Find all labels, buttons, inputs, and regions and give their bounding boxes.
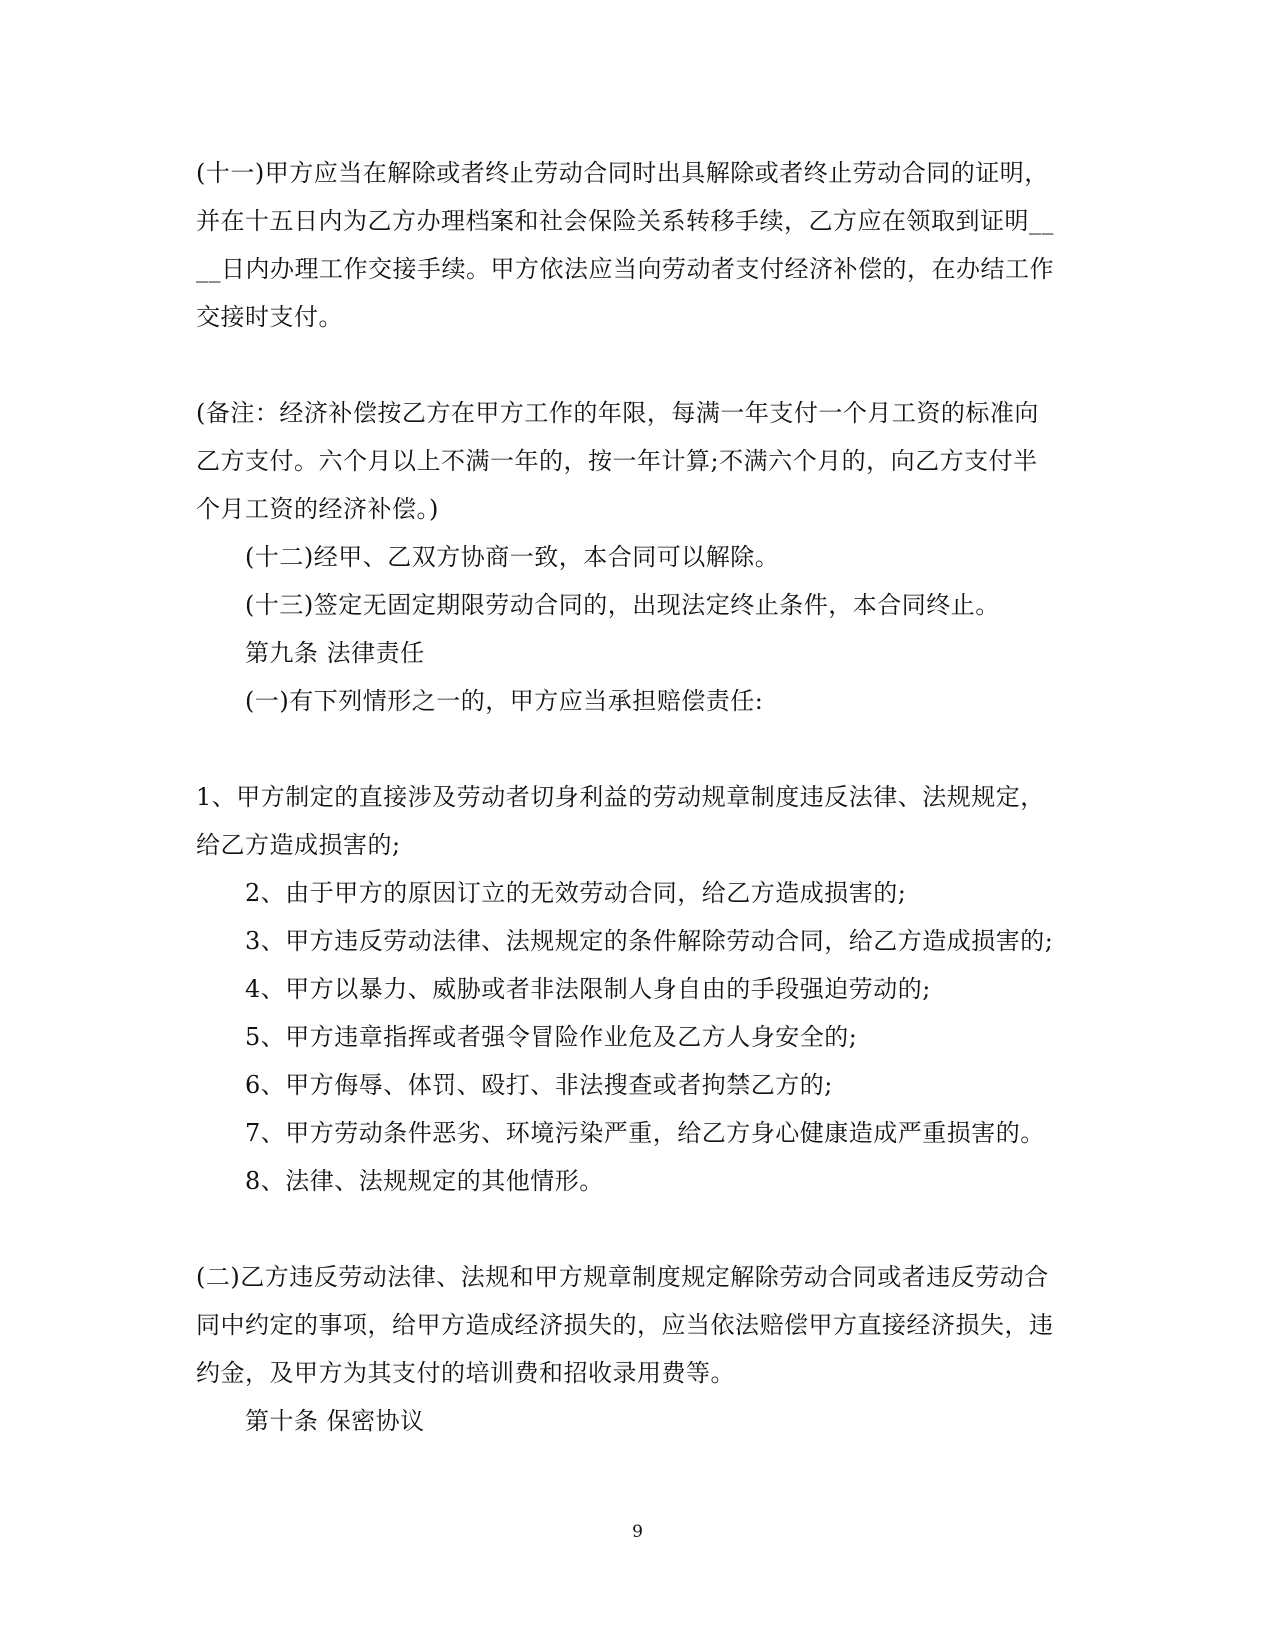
clause-line: (十二)经甲、乙双方协商一致，本合同可以解除。: [245, 543, 780, 571]
article-heading: 第九条 法律责任: [245, 639, 425, 667]
paragraph-line: 交接时支付。: [196, 303, 343, 331]
paragraph-line: (十一)甲方应当在解除或者终止劳动合同时出具解除或者终止劳动合同的证明，: [196, 159, 1049, 187]
list-item: 1、甲方制定的直接涉及劳动者切身利益的劳动规章制度违反法律、法规规定，: [196, 783, 1045, 811]
note-line: 个月工资的经济补偿。): [196, 495, 439, 523]
paragraph-line: 同中约定的事项，给甲方造成经济损失的，应当依法赔偿甲方直接经济损失，违: [196, 1311, 1054, 1339]
paragraph-line: 并在十五日内为乙方办理档案和社会保险关系转移手续，乙方应在领取到证明__: [196, 207, 1054, 235]
list-item-continuation: 给乙方造成损害的;: [196, 831, 401, 859]
paragraph-line: (二)乙方违反劳动法律、法规和甲方规章制度规定解除劳动合同或者违反劳动合: [196, 1263, 1049, 1291]
clause-line: (十三)签定无固定期限劳动合同的，出现法定终止条件，本合同终止。: [245, 591, 1000, 619]
page-number: 9: [632, 1522, 643, 1542]
list-item: 7、甲方劳动条件恶劣、环境污染严重，给乙方身心健康造成严重损害的。: [245, 1119, 1045, 1147]
list-item: 6、甲方侮辱、体罚、殴打、非法搜查或者拘禁乙方的;: [245, 1071, 833, 1099]
list-item: 4、甲方以暴力、威胁或者非法限制人身自由的手段强迫劳动的;: [245, 975, 931, 1003]
paragraph-line: 约金，及甲方为其支付的培训费和招收录用费等。: [196, 1359, 735, 1387]
list-item: 8、法律、法规规定的其他情形。: [245, 1167, 604, 1195]
list-item: 5、甲方违章指挥或者强令冒险作业危及乙方人身安全的;: [245, 1023, 858, 1051]
article-heading: 第十条 保密协议: [245, 1407, 425, 1435]
note-line: 乙方支付。六个月以上不满一年的，按一年计算;不满六个月的，向乙方支付半: [196, 447, 1038, 475]
note-line: (备注：经济补偿按乙方在甲方工作的年限，每满一年支付一个月工资的标准向: [196, 399, 1039, 427]
list-item: 2、由于甲方的原因订立的无效劳动合同，给乙方造成损害的;: [245, 879, 907, 907]
paragraph-line: __日内办理工作交接手续。甲方依法应当向劳动者支付经济补偿的，在办结工作: [196, 255, 1054, 283]
clause-line: (一)有下列情形之一的，甲方应当承担赔偿责任:: [245, 687, 764, 715]
list-item: 3、甲方违反劳动法律、法规规定的条件解除劳动合同，给乙方造成损害的;: [245, 927, 1054, 955]
